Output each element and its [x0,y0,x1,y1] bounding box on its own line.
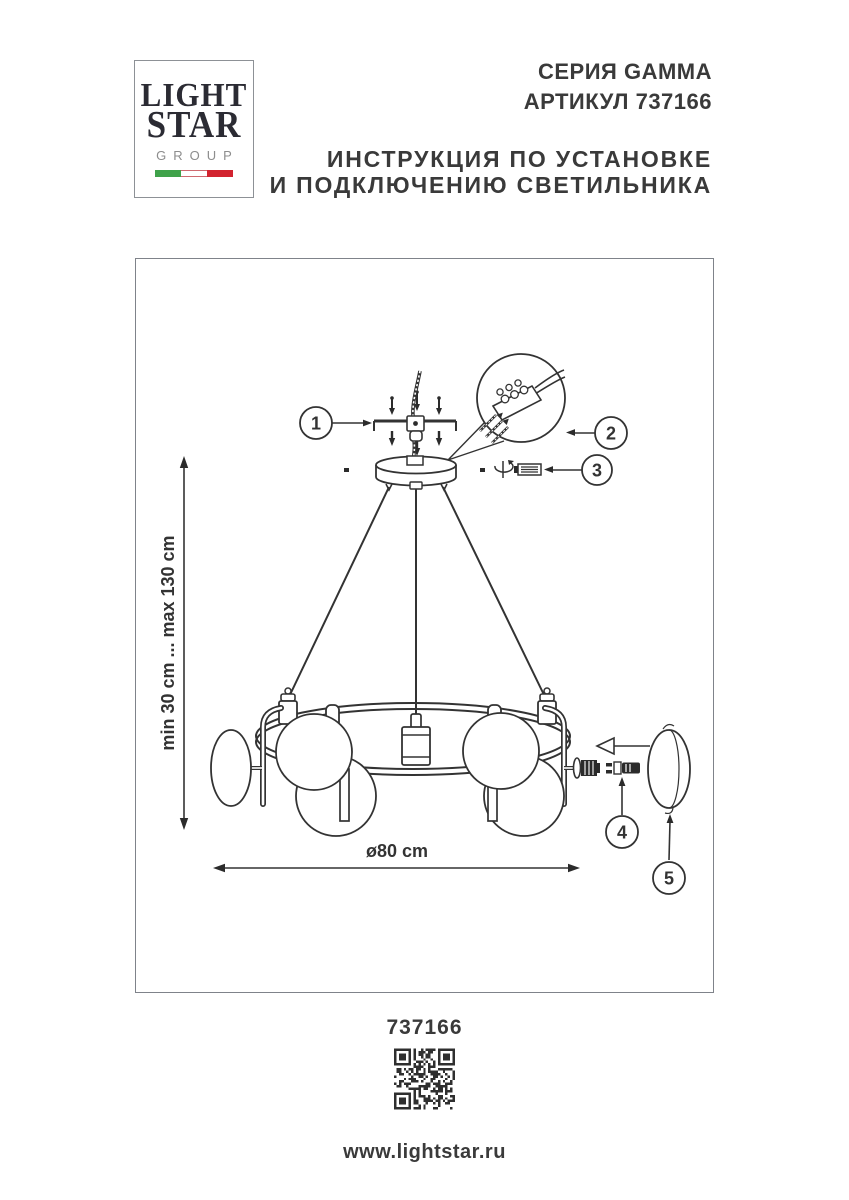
height-dimension [158,456,188,830]
diameter-dimension [213,841,580,872]
product-title-block [524,57,712,116]
callout-5 [653,814,685,894]
callout-4 [606,777,638,848]
article-title: АРТИКУЛ 737166 [523,88,712,114]
callout-2-number: 2 [605,423,617,444]
ceiling-canopy [344,456,485,490]
installation-diagram [136,259,713,992]
logo-word-group: GROUP [156,148,239,164]
flag-green-segment [155,170,181,177]
globe-front-right [463,713,539,789]
logo-word-star: STAR [146,103,242,146]
callout-3-number: 3 [591,460,603,481]
height-dimension-label: min 30 cm ... max 130 cm [158,535,178,751]
mounting-bracket [374,371,456,460]
instruction-line-2: И ПОДКЛЮЧЕНИЮ СВЕТИЛЬНИКА [269,171,712,198]
terminal-block-detail [448,354,565,460]
callout-5-number: 5 [663,868,675,889]
flag-red-segment [207,170,233,177]
lightstar-logo [134,60,254,198]
flag-white-segment [181,170,207,177]
callout-1-number: 1 [310,413,322,434]
callout-2 [566,417,627,449]
callout-1 [300,407,372,439]
canopy-screw [495,460,541,478]
instruction-title-block [270,146,712,198]
insert-direction-arrow [597,738,650,754]
callout-4-number: 4 [616,822,628,843]
globe-far-left [211,730,262,806]
series-title: СЕРИЯ GAMMA [537,59,712,84]
globe-front-left [276,714,352,790]
installation-diagram-frame [135,258,714,993]
chandelier-body [211,688,600,836]
led-lamp [606,762,640,774]
suspension-cables [288,487,546,714]
logo-word-light: LIGHT [140,74,248,114]
italian-flag-stripe [155,170,233,177]
footer-article-number: 737166 [386,1016,463,1039]
glass-sphere [648,725,690,814]
lamp-socket [564,758,600,778]
center-hanger [402,714,430,765]
footer-website-url: www.lightstar.ru [343,1141,506,1163]
qr-code [394,1047,455,1111]
diameter-dimension-label: ø80 cm [365,841,429,861]
instruction-line-1: ИНСТРУКЦИЯ ПО УСТАНОВКЕ [326,146,712,172]
callout-3 [544,455,612,485]
